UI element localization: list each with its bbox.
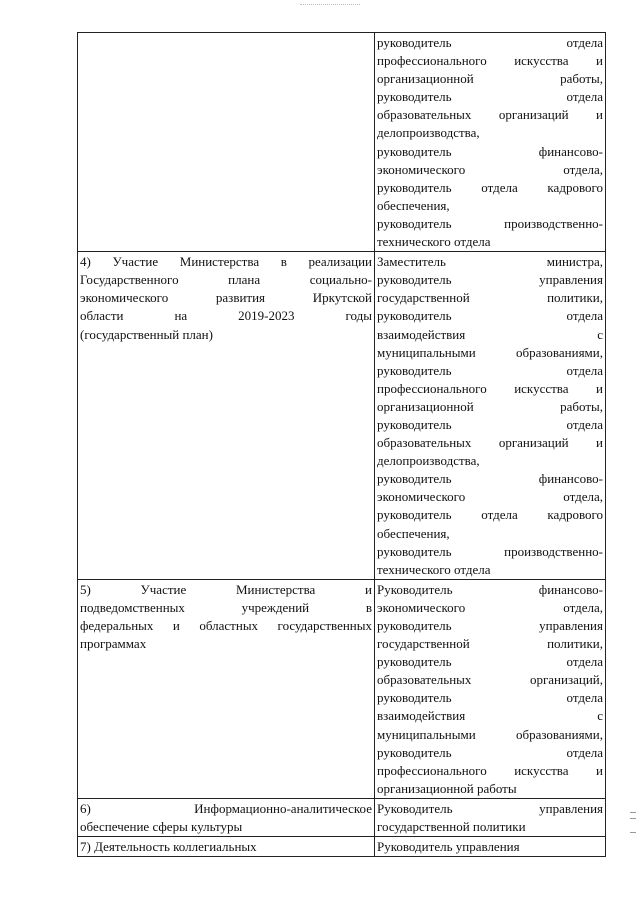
- text-line: руководитель производственно-: [377, 215, 603, 231]
- text-line: федеральных и областных государственных: [80, 618, 372, 633]
- text-line: Заместитель министра,: [377, 254, 603, 270]
- text-line: Руководитель управления: [377, 800, 603, 816]
- text-line: экономического отдела,: [377, 599, 603, 615]
- text-line: руководитель отдела: [377, 744, 603, 760]
- table-row: [78, 837, 606, 857]
- activity-cell: [78, 252, 375, 580]
- text-line: профессионального искусства и: [377, 53, 603, 69]
- activity-cell: [78, 33, 375, 252]
- scan-margin-mark: [630, 818, 636, 819]
- text-line: 4) Участие Министерства в реализации: [80, 254, 372, 270]
- table-body: [78, 33, 606, 857]
- text-line: руководитель управления: [377, 272, 603, 288]
- text-line: образовательных организаций и: [377, 107, 603, 123]
- text-line: (государственный план): [80, 326, 213, 342]
- text-line: государственной политики,: [377, 636, 603, 652]
- text-line: руководитель отдела кадрового: [377, 507, 603, 523]
- text-line: области на 2019-2023 годы: [80, 308, 372, 324]
- scan-margin-mark: [630, 812, 636, 813]
- table-row: [78, 33, 606, 252]
- text-line: 7) Деятельность коллегиальных: [80, 839, 257, 855]
- activity-cell: [78, 579, 375, 798]
- text-line: обеспечения,: [377, 525, 450, 541]
- text-line: экономического отдела,: [377, 489, 603, 505]
- text-line: Руководитель финансово-: [377, 581, 603, 597]
- table-row: [78, 798, 606, 836]
- table-row: [78, 252, 606, 580]
- responsible-cell: [375, 798, 606, 836]
- text-line: руководитель отдела: [377, 416, 603, 432]
- scan-header-mark: [300, 4, 360, 7]
- text-line: экономического развития Иркутской: [80, 290, 372, 306]
- text-line: делопроизводства,: [377, 125, 480, 141]
- responsibility-table: [77, 32, 606, 857]
- text-line: руководитель отдела: [377, 35, 603, 50]
- text-line: руководитель отдела: [377, 362, 603, 378]
- text-line: руководитель производственно-: [377, 543, 603, 559]
- text-line: подведомственных учреждений в: [80, 599, 372, 615]
- table-row: [78, 579, 606, 798]
- scan-margin-mark: [630, 832, 636, 833]
- document-page: [77, 32, 603, 857]
- text-line: технического отдела: [377, 234, 491, 250]
- text-line: экономического отдела,: [377, 161, 603, 177]
- text-line: взаимодействия с: [377, 708, 603, 724]
- text-line: руководитель отдела: [377, 654, 603, 670]
- responsible-cell: [375, 33, 606, 252]
- text-line: руководитель финансово-: [377, 143, 603, 159]
- text-line: руководитель отдела: [377, 308, 603, 324]
- text-line: муниципальными образованиями,: [377, 344, 603, 360]
- text-line: обеспечение сферы культуры: [80, 819, 243, 835]
- text-line: технического отдела: [377, 561, 491, 577]
- text-line: профессионального искусства и: [377, 380, 603, 396]
- text-line: руководитель управления: [377, 618, 603, 633]
- text-line: государственной политики,: [377, 290, 603, 306]
- text-line: муниципальными образованиями,: [377, 726, 603, 742]
- text-line: Руководитель управления: [377, 839, 520, 855]
- activity-cell: [78, 837, 375, 857]
- activity-cell: [78, 798, 375, 836]
- text-line: руководитель отдела: [377, 690, 603, 706]
- text-line: образовательных организаций,: [377, 672, 603, 688]
- text-line: руководитель отдела: [377, 89, 603, 105]
- text-line: руководитель финансово-: [377, 471, 603, 487]
- text-line: Государственного плана социально-: [80, 272, 372, 288]
- text-line: образовательных организаций и: [377, 435, 603, 451]
- text-line: 6) Информационно-аналитическое: [80, 800, 372, 816]
- text-line: организационной работы,: [377, 71, 603, 87]
- responsible-cell: [375, 579, 606, 798]
- responsible-cell: [375, 252, 606, 580]
- text-line: руководитель отдела кадрового: [377, 179, 603, 195]
- text-line: государственной политики: [377, 819, 526, 835]
- text-line: делопроизводства,: [377, 453, 480, 469]
- responsible-cell: [375, 837, 606, 857]
- text-line: организационной работы: [377, 780, 517, 796]
- text-line: профессионального искусства и: [377, 762, 603, 778]
- text-line: 5) Участие Министерства и: [80, 581, 372, 597]
- text-line: обеспечения,: [377, 197, 450, 213]
- text-line: взаимодействия с: [377, 326, 603, 342]
- text-line: организационной работы,: [377, 398, 603, 414]
- text-line: программах: [80, 636, 147, 652]
